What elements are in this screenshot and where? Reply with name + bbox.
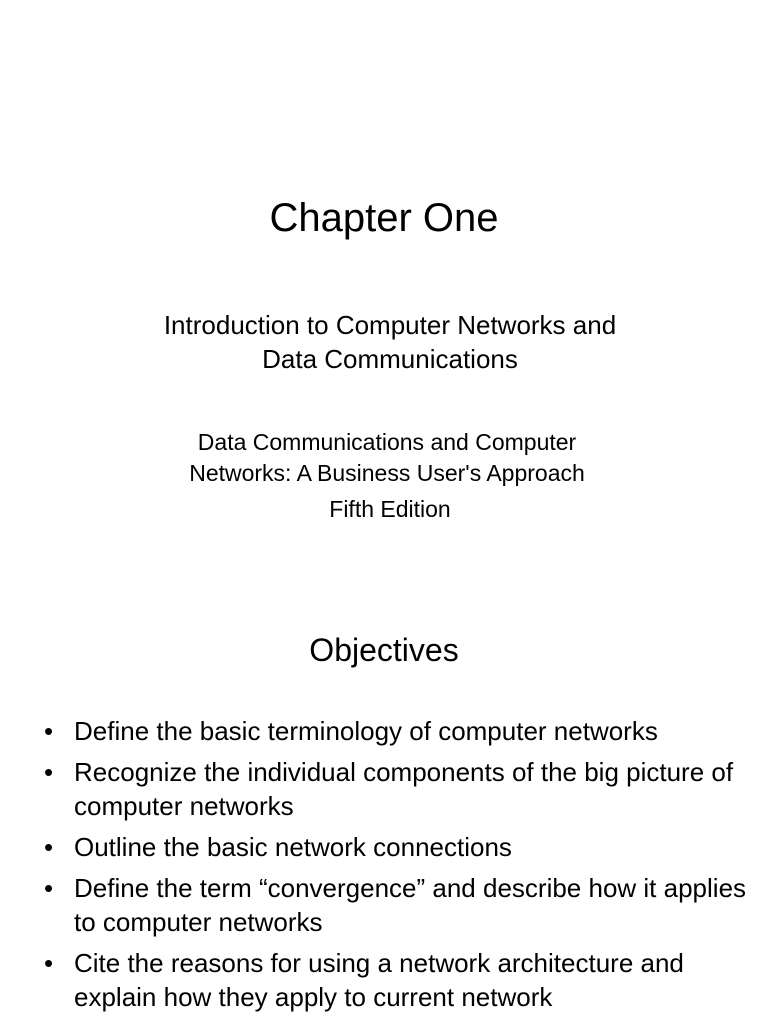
objectives-slide [0,590,768,1024]
edition-label: Fifth Edition [329,496,451,522]
book-title-line: Data Communications and Computer [197,429,577,455]
bullet-icon: • [44,948,54,978]
objective-text: Define the basic terminology of computer networks [74,716,658,746]
book-title-line: Networks: A Business User's Approach [189,460,585,486]
objective-text: Recognize the individual components of the big picture of computer networks [74,757,734,821]
objective-item [0,871,768,939]
book-title [0,427,768,489]
bullet-icon: • [44,873,54,903]
objective-item [0,714,768,748]
bullet-icon: • [44,832,54,862]
chapter-title: Chapter One [269,196,499,240]
objective-text: Cite the reasons for using a network architecture and explain how they apply to current network [74,948,684,1012]
objective-text: Outline the basic network connections [74,832,512,862]
bullet-icon: • [44,757,54,787]
bullet-icon: • [44,716,54,746]
objective-item [0,946,768,1014]
subtitle-line: Data Communications [262,344,518,374]
objective-text: Define the term “convergence” and describe how it applies to computer networks [74,873,747,937]
subtitle-line: Introduction to Computer Networks and [163,310,617,340]
objective-item [0,830,768,864]
objectives-title: Objectives [309,632,459,668]
objectives-list [0,714,768,1021]
chapter-subtitle [0,308,768,376]
objective-item [0,755,768,823]
